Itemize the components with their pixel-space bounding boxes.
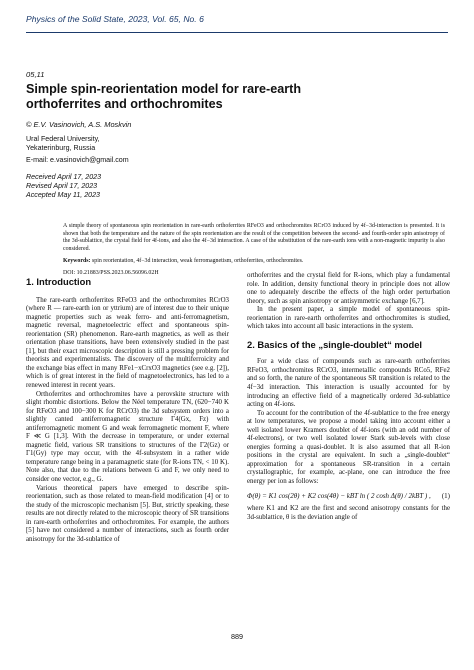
equation-number: (1) bbox=[441, 491, 450, 500]
article-dates bbox=[26, 173, 448, 200]
basics-heading: 2. Basics of the „single-doublet“ model bbox=[247, 338, 423, 350]
received-date: Received April 17, 2023 bbox=[26, 173, 102, 181]
doi-line: DOI: 10.21883/PSS.2023.06.56096.02H bbox=[63, 269, 159, 276]
right-paragraph-1: orthoferrites and the crystal field for R-ions, which play a fundamental role. In addition, density functional theory in principle does not allow one to adequately describe the effects of the high order perturbation theory, such as spin anisotropy or antisymmetric exchange [6,7]. bbox=[247, 272, 450, 305]
keywords-line bbox=[63, 258, 445, 266]
abstract-text: A simple theory of spontaneous spin reorientation in rare-earth orthoferrites RFeO3 and orthochromites RCrO3 induced by 4f−3d-interaction is presented. It is shown that both the temperature and the nature of the spin reorientation are the result of the competition between the second- and fourth-order spin anisotropy of the 3d-sublattice, the crystal field for 4f-ions, and also the 4f−3d interaction. A case of the substitution of the rare-earth ions with a non-magnetic impurity is also considered. bbox=[63, 223, 445, 252]
right-column bbox=[247, 272, 450, 522]
journal-header: Physics of the Solid State, 2023, Vol. 65, No. 6 bbox=[26, 14, 204, 24]
affiliation-line-1: Ural Federal University, bbox=[26, 135, 100, 143]
article-head bbox=[26, 70, 448, 200]
intro-paragraph-1: The rare-earth orthoferrites RFeO3 and the orthochromites RCrO3 (where R — rare-earth ion or yttrium) are of interest due to their unique magnetic properties such as weak ferro- and anti-ferromagnetism, magnetic reversal, magnetoelectric effect and spontaneous spin-reorientation (SR) phenomenon. Rare-earth magnetics, as well as their orientation phase transitions, have been extensively studied in the past [1], but their exact microscopic description is still a pressing problem for theorists and experimentalists. The discovery of the multiferroicity and the exchange bias effect in many RFe1−xCrxO3 magnetics (see e.g. [2]), which is of great interest in the field of magnetoelectronics, has led to a renewed interest in recent years. bbox=[26, 296, 229, 390]
article-number: 05,11 bbox=[26, 70, 45, 79]
equation-body: Φ(θ) = K1 cos(2θ) + K2 cos(4θ) − kBT ln ( 2 cosh Δ(θ) / 2kBT ) , bbox=[247, 491, 431, 500]
intro-paragraph-2: Orthoferrites and orthochromites have a perovskite structure with slight rhombic distortions. Below the Néel temperature TN, (620−740 K for RFeO3 and 100−300 K for RCrO3) the 3d subsystem orders into a slightly canted antiferromagnetic structure Γ4(Gx, Fz) with antiferromagnetic moment G and weak ferromagnetic moment F, where F ≪ G [1,3]. With the decrease in temperature, or under external magnetic field, various SR transitions to structures of the Γ2(Gz) or Γ1(Gy) type may occur, with the 4f-subsystem in a rather wide temperature range being in a paramagnetic state (for R-ions TN, < 10 K). Note also, that due to the relations between G and F, we only need to consider one vector, e.g., G. bbox=[26, 390, 229, 484]
right-paragraph-3: For a wide class of compounds such as rare-earth orthoferrites RFeO3, orthochromites RCrO3, intermetallic compounds RCo5, RFe2 and so forth, the nature of the spontaneous SR transition is related to the 4f−3d interaction. This interaction is usually accounted for by introducing an effective field of a magnetically ordered 3d-sublattice acting on 4f-ions. bbox=[247, 358, 450, 409]
author-email: E-mail: e.vasinovich@gmail.com bbox=[26, 156, 129, 164]
article-authors: © E.V. Vasinovich, A.S. Moskvin bbox=[26, 120, 132, 129]
right-paragraph-5: where K1 and K2 are the first and second anisotropy constants for the 3d-sublattice, θ is the deviation angle of bbox=[247, 505, 450, 521]
keywords-text: spin reorientation, 4f−3d interaction, weak ferromagnetism, orthoferrites, orthochromites. bbox=[91, 258, 304, 265]
right-paragraph-2: In the present paper, a simple model of spontaneous spin-reorientation in rare-earth orthoferrites and orthochromites is studied, which takes into account all basic interactions in the system. bbox=[247, 306, 450, 331]
affiliation-line-2: Yekaterinburg, Russia bbox=[26, 144, 96, 152]
intro-paragraph-3: Various theoretical papers have emerged to describe spin-reorientation, such as those related to mean-field modification [4] or to the study of the microscopic mechanism [5]. But, strictly speaking, these results are not directly related to the microscopic theory of SR transitions in rare-earth orthoferrites and orthochromites. For example, the authors [5] have not considered a number of interactions, such as fourth order anisotropy for the 3d-sublattice of bbox=[26, 484, 229, 543]
right-paragraph-4: To account for the contribution of the 4f-sublattice to the free energy at low temperatures, we propose a model taking into account either a well isolated lower Kramers doublet of 4f-ions (with an odd number of 4f-electrons), or two well isolated lower Stark sub-levels with close energies forming a quasi-doublet. It is also assumed that all R-ion positions in the crystal are equivalent. In such a „single-doublet“ approximation for a spontaneous SR-transition in a certain crystallographic, for example, ac-plane, one can introduce the free energy per ion as follows: bbox=[247, 409, 450, 486]
accepted-date: Accepted May 11, 2023 bbox=[26, 191, 101, 199]
intro-heading: 1. Introduction bbox=[26, 276, 92, 287]
left-column bbox=[26, 272, 229, 544]
abstract bbox=[63, 223, 445, 278]
revised-date: Revised April 17, 2023 bbox=[26, 182, 98, 190]
article-title: Simple spin-reorientation model for rare-earth orthoferrites and orthochromites bbox=[26, 82, 302, 111]
equation-1 bbox=[247, 492, 450, 501]
header-rule bbox=[26, 32, 448, 33]
page-number: 889 bbox=[231, 632, 243, 641]
keywords-label: Keywords: bbox=[63, 258, 91, 265]
